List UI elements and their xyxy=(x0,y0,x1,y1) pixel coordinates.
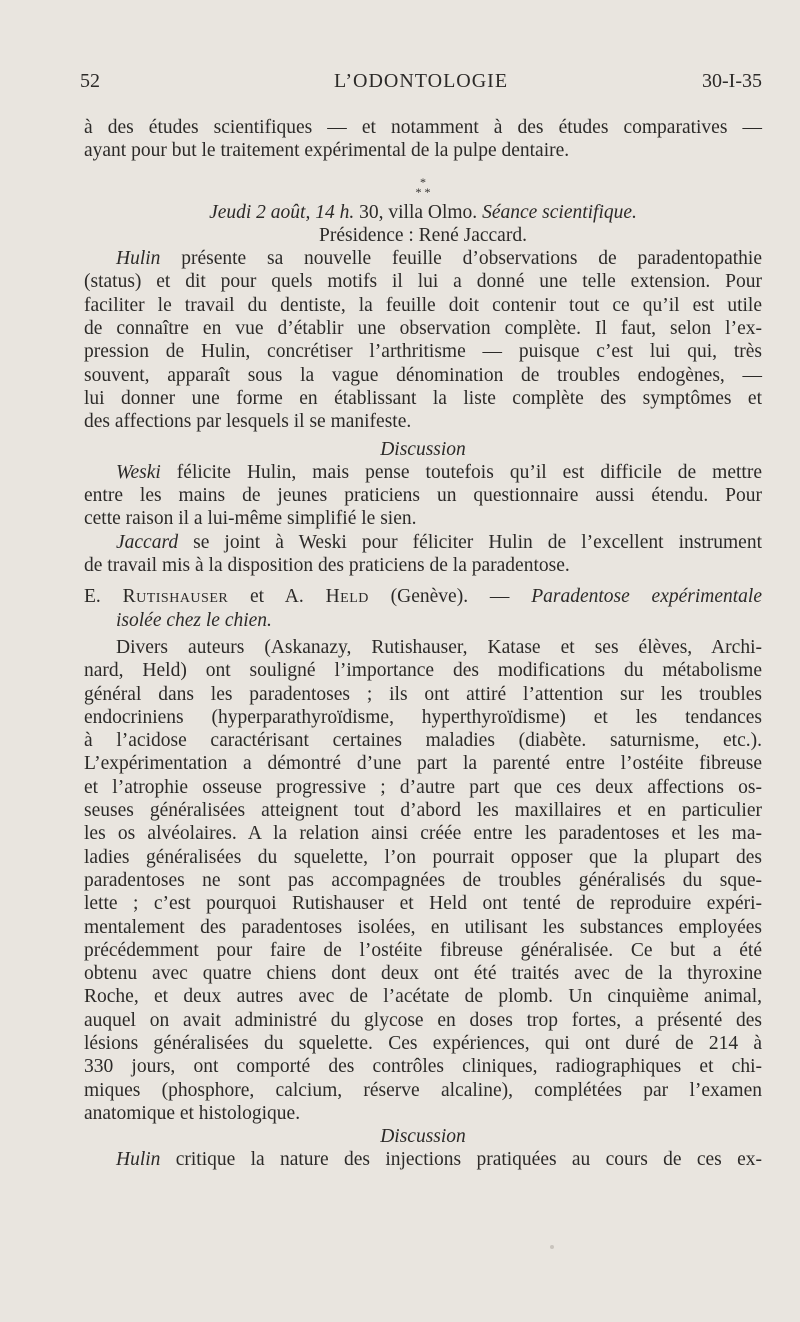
text-line: Hulin présente sa nouvelle feuille d’observations de paradentopathie xyxy=(116,248,762,270)
session-heading xyxy=(84,201,762,224)
text-line: entre les mains de jeunes praticiens un questionnaire aussi étendu. Pour xyxy=(84,485,762,507)
text-line: Roche, et deux autres avec de l’acétate de plomb. Un cinquième animal, xyxy=(84,986,762,1008)
speaker-name: Hulin xyxy=(116,1149,161,1171)
communication-title: E. Rutishauser et A. Held (Genève). — Paradentose expérimentale xyxy=(84,586,762,608)
text-line: Jaccard se joint à Weski pour féliciter Hulin de l’excellent instrument xyxy=(116,531,762,553)
text-line: (status) et dit pour quels motifs il lui a donné une telle extension. Pour xyxy=(84,271,762,293)
speaker-name: Weski xyxy=(116,461,161,483)
text-line: de connaître en vue d’établir une observation complète. Il faut, selon l’ex- xyxy=(84,318,762,340)
issue-date: 30-I-35 xyxy=(702,70,762,92)
speaker-name: Jaccard xyxy=(116,531,179,553)
text-line: obtenu avec quatre chiens dont deux ont été traités avec de la thyroxine xyxy=(84,963,762,985)
text-line: L’expérimentation a démontré d’une part la parenté entre l’ostéite fibreuse xyxy=(84,753,762,775)
paper-title-cont: isolée chez le chien. xyxy=(116,609,272,631)
separator-stars-bottom: * * xyxy=(415,184,431,199)
text-line: précédemment pour faire de l’ostéite fibreuse généralisée. Ce but a été xyxy=(84,939,762,961)
text-line: pression de Hulin, concrétiser l’arthritisme — puisque c’est lui qui, très xyxy=(84,341,762,363)
running-header xyxy=(80,70,762,100)
text-line: Divers auteurs (Askanazy, Rutishauser, Katase et ses élèves, Archi- xyxy=(116,636,762,658)
text-line: 330 jours, ont comporté des contrôles cliniques, radiographiques et chi- xyxy=(84,1056,762,1078)
text-line: et l’atrophie osseuse progressive ; d’autre part que ces deux affections os- xyxy=(84,776,762,798)
text-line: à l’acidose caractérisant certaines maladies (diabète. saturnisme, etc.). xyxy=(84,730,762,752)
text-line: paradentoses ne sont pas accompagnées de troubles généralisés du sque- xyxy=(84,869,762,891)
article-body xyxy=(84,116,762,1172)
paper-title: Paradentose expérimentale xyxy=(531,586,762,608)
text-line: Weski félicite Hulin, mais pense toutefois qu’il est difficile de mettre xyxy=(116,461,762,483)
text-line: de travail mis à la disposition des praticiens de la paradentose. xyxy=(84,555,570,577)
text-line: lésions généralisées du squelette. Ces expériences, qui ont duré de 214 à xyxy=(84,1032,762,1054)
text-line: ayant pour but le traitement expérimental de la pulpe dentaire. xyxy=(84,140,570,162)
text-line: des affections par lesquels il se manifeste. xyxy=(84,411,412,433)
page-number: 52 xyxy=(80,70,100,92)
author-name: Held xyxy=(325,586,369,608)
presidency-line: Présidence : René Jaccard. xyxy=(319,224,527,246)
text-line: auquel on avait administré du glycose en doses trop fortes, a présenté des xyxy=(84,1009,762,1031)
text-line: endocriniens (hyperparathyroïdisme, hyperthyroïdisme) et les tendances xyxy=(84,706,762,728)
text-line: seuses généralisées atteignent tout d’abord les maxillaires et en particulier xyxy=(84,800,762,822)
text-line: anatomique et histologique. xyxy=(84,1102,301,1124)
text-line: à des études scientifiques — et notamment à des études comparatives — xyxy=(84,117,762,138)
section-separator xyxy=(84,163,762,199)
discussion-heading: Discussion xyxy=(380,1126,466,1148)
text-line: nard, Held) ont souligné l’importance des modifications du métabolisme xyxy=(84,660,762,682)
author-name: Rutishauser xyxy=(122,586,229,608)
text-line: Hulin critique la nature des injections pratiquées au cours de ces ex- xyxy=(116,1149,762,1171)
text-line: faciliter le travail du dentiste, la feuille doit contenir tout ce qu’il est utile xyxy=(84,294,762,316)
paper-speck xyxy=(550,1245,554,1249)
text-line: lette ; c’est pourquoi Rutishauser et Held ont tenté de reproduire expéri- xyxy=(84,893,762,915)
text-line: ladies généralisées du squelette, l’on pourrait opposer que la plupart des xyxy=(84,846,762,868)
text-line: lui donner une forme en établissant la liste complète des symptômes et xyxy=(84,387,762,409)
text-line: mentalement des paradentoses isolées, en utilisant les substances employées xyxy=(84,916,762,938)
session-type: Séance scientifique. xyxy=(482,201,637,223)
text-line: les os alvéolaires. A la relation ainsi créée entre les paradentoses et les ma- xyxy=(84,823,762,845)
text-line: miques (phosphore, calcium, réserve alcaline), complétées par l’examen xyxy=(84,1079,762,1101)
session-date: Jeudi 2 août, 14 h. xyxy=(209,201,355,223)
speaker-name: Hulin xyxy=(116,248,161,270)
discussion-heading: Discussion xyxy=(380,438,466,460)
journal-title: L’ODONTOLOGIE xyxy=(333,70,509,92)
separator-star-top: * xyxy=(420,174,426,189)
session-place: 30, villa Olmo. xyxy=(354,201,483,223)
text-line: général dans les paradentoses ; ils ont attiré l’attention sur les troubles xyxy=(84,683,762,705)
text-line: souvent, apparaît sous la vague dénomination de troubles endogènes, — xyxy=(84,364,762,386)
text-line: cette raison il a lui-même simplifié le sien. xyxy=(84,508,417,530)
